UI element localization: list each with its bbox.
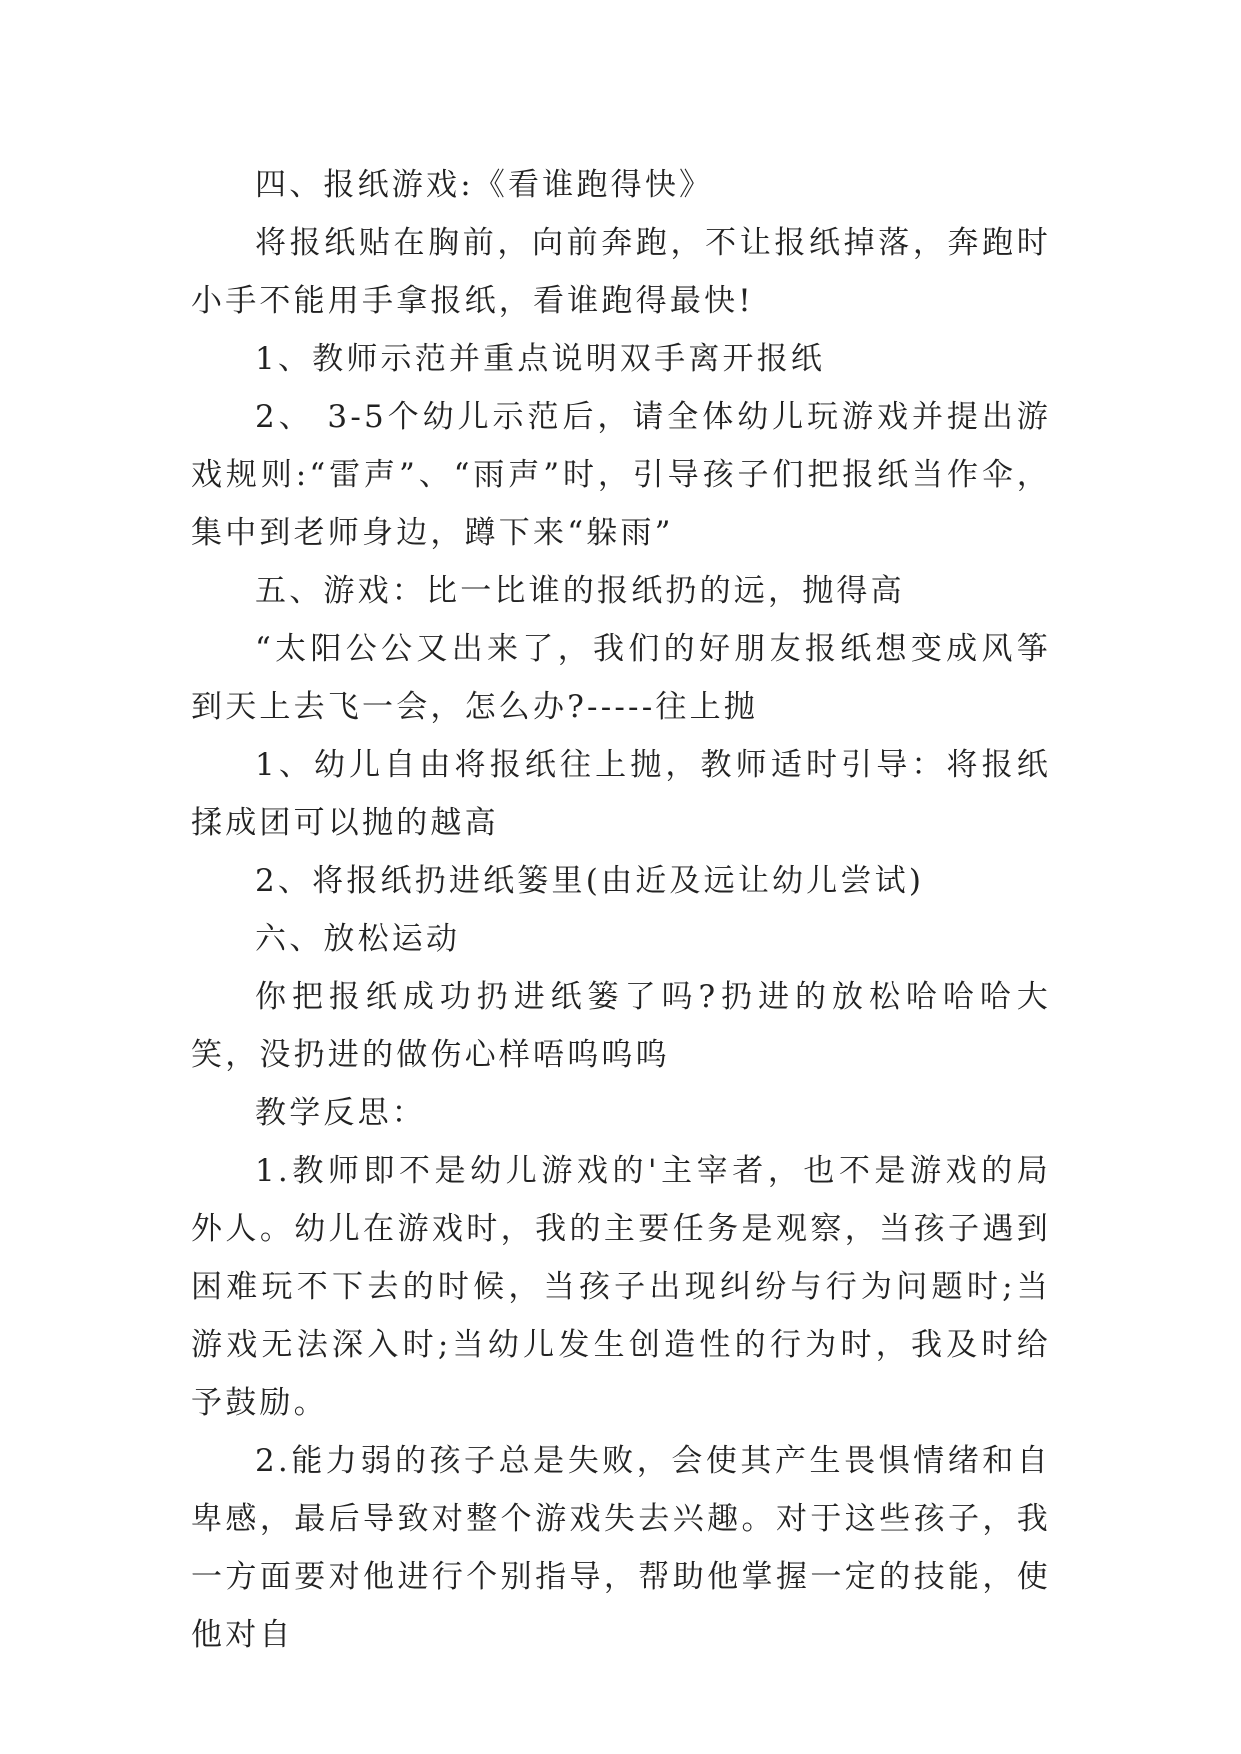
- section-heading-relax: 六、放松运动: [255, 921, 461, 957]
- document-body: [191, 156, 1051, 1664]
- reflection-point-2: 2.能力弱的孩子总是失败，会使其产生畏惧情绪和自卑感，最后导致对整个游戏失去兴趣。对于这些孩子，我一方面要对他进行个别指导，帮助他掌握一定的技能，使他对自: [191, 1443, 1051, 1653]
- list-item-basket-throw: 2、将报纸扔进纸篓里(由近及远让幼儿尝试): [255, 863, 925, 899]
- section-heading-throw-game: 五、游戏：比一比谁的报纸扔的远，抛得高: [255, 573, 905, 609]
- list-item-children-demo: 2、 3-5个幼儿示范后，请全体幼儿玩游戏并提出游戏规则:“雷声”、“雨声”时，引导孩子们把报纸当作伞，集中到老师身边，蹲下来“躲雨”: [191, 399, 1051, 551]
- list-item-free-throw: 1、幼儿自由将报纸往上抛，教师适时引导：将报纸揉成团可以抛的越高: [191, 747, 1051, 841]
- list-item-teacher-demo: 1、教师示范并重点说明双手离开报纸: [255, 341, 826, 377]
- section-heading-reflection: 教学反思：: [255, 1095, 426, 1131]
- section-heading-newspaper-race: 四、报纸游戏:《看谁跑得快》: [255, 167, 714, 203]
- paragraph-sun-story: “太阳公公又出来了，我们的好朋友报纸想变成风筝到天上去飞一会，怎么办?-----往上抛: [191, 631, 1051, 725]
- reflection-point-1: 1.教师即不是幼儿游戏的'主宰者，也不是游戏的局外人。幼儿在游戏时，我的主要任务是观察，当孩子遇到困难玩不下去的时候，当孩子出现纠纷与行为问题时;当游戏无法深入时;当幼儿发生创造性的行为时，我及时给予鼓励。: [191, 1153, 1051, 1421]
- paragraph-race-rules: 将报纸贴在胸前，向前奔跑，不让报纸掉落，奔跑时小手不能用手拿报纸，看谁跑得最快!: [191, 225, 1051, 319]
- paragraph-relax-activity: 你把报纸成功扔进纸篓了吗?扔进的放松哈哈哈大笑，没扔进的做伤心样唔呜呜呜: [191, 979, 1051, 1073]
